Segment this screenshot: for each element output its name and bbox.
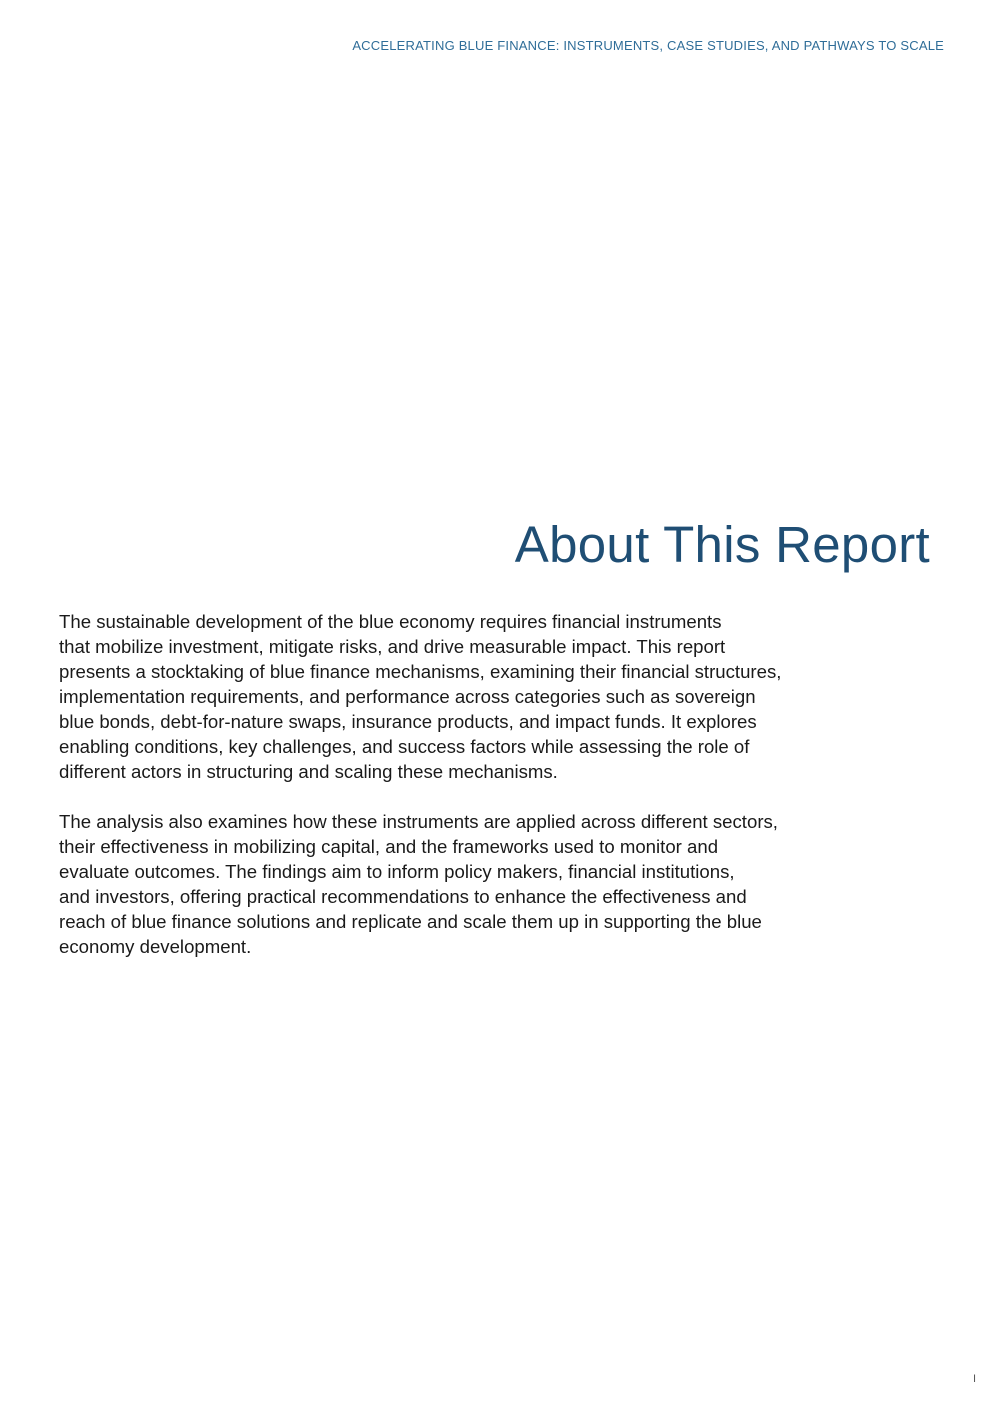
paragraph-line: The analysis also examines how these instruments are applied across different sectors, xyxy=(59,811,778,832)
body-text xyxy=(59,609,934,984)
page-title: About This Report xyxy=(514,516,930,573)
paragraph-line: different actors in structuring and scaling these mechanisms. xyxy=(59,761,558,782)
paragraph-line: enabling conditions, key challenges, and success factors while assessing the role of xyxy=(59,736,750,757)
paragraph-line: The sustainable development of the blue economy requires financial instruments xyxy=(59,611,722,632)
paragraph-line: blue bonds, debt-for-nature swaps, insurance products, and impact funds. It explores xyxy=(59,711,757,732)
paragraph-line: and investors, offering practical recommendations to enhance the effectiveness and xyxy=(59,886,747,907)
paragraph-intro xyxy=(59,609,934,784)
paragraph-line: reach of blue finance solutions and replicate and scale them up in supporting the blue xyxy=(59,911,762,932)
paragraph-line: presents a stocktaking of blue finance mechanisms, examining their financial structures, xyxy=(59,661,782,682)
running-header: ACCELERATING BLUE FINANCE: INSTRUMENTS, CASE STUDIES, AND PATHWAYS TO SCALE xyxy=(352,38,944,53)
paragraph-line: their effectiveness in mobilizing capital, and the frameworks used to monitor and xyxy=(59,836,719,857)
page-number: I xyxy=(972,1373,976,1385)
paragraph-line: evaluate outcomes. The findings aim to inform policy makers, financial institutions, xyxy=(59,861,735,882)
paragraph-analysis xyxy=(59,809,934,959)
paragraph-line: economy development. xyxy=(59,936,252,957)
paragraph-line: implementation requirements, and performance across categories such as sovereign xyxy=(59,686,756,707)
paragraph-line: that mobilize investment, mitigate risks, and drive measurable impact. This report xyxy=(59,636,726,657)
